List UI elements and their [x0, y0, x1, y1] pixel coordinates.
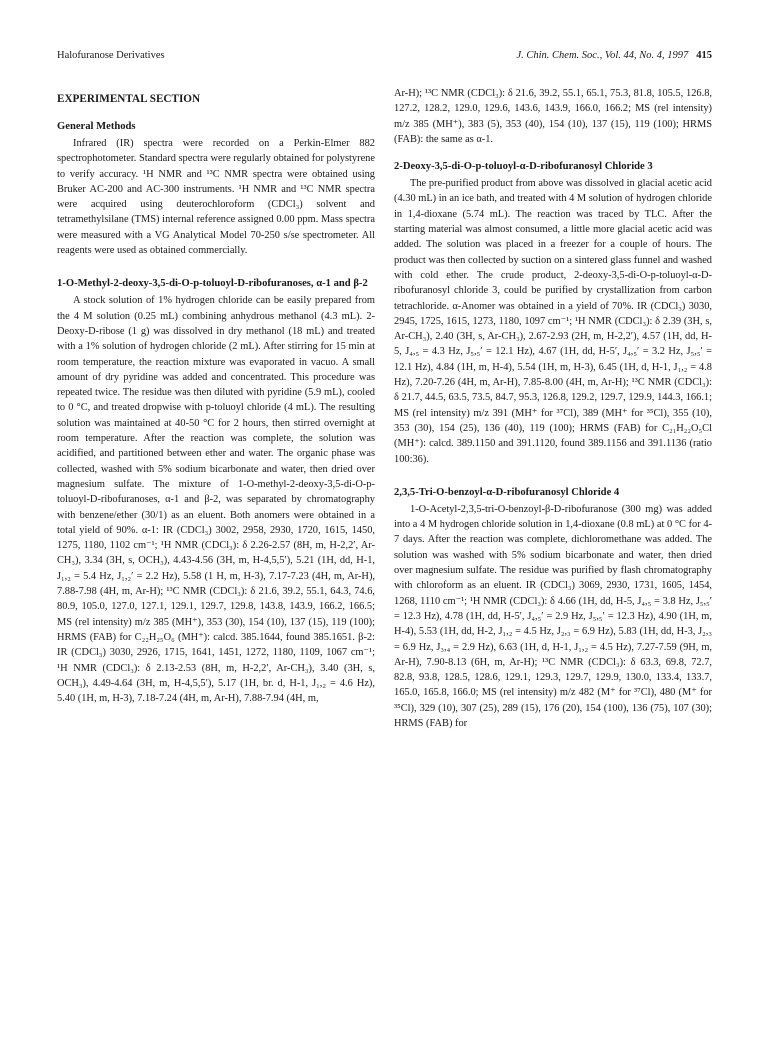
compound-3-heading: 2-Deoxy-3,5-di-O-p-toluoyl-α-D-ribofuranosyl Chloride 3 — [394, 161, 653, 173]
general-methods-heading: General Methods — [57, 121, 136, 132]
compound-3-paragraph: The pre-purified product from above was dissolved in glacial acetic acid (4.30 mL) in an ice bath, and treated with 4 M solution of hydrogen chloride in 1,4-dioxane (5.74 mL). The reaction was traced by TLC. After the starting material was almost consumed, a little more glacial acetic acid was added. The solution was placed in a freezer for a couple of hours. The product was then collected by suction on a sintered glass funnel and washed with cold ether. The crude product, 2-deoxy-3,5-di-O-p-toluoyl-α-D-ribofuranosyl chloride 3, could be purified by crystallization from carbon tetrachloride. α-Anomer was obtained in a yield of 70%. IR (CDCl₃) 3030, 2945, 1725, 1615, 1273, 1180, 1097 cm⁻¹; ¹H NMR (CDCl₃): δ 2.39 (3H, s, Ar-CH₃), 2.40 (3H, s, Ar-CH₃), 2.67-2.93 (2H, m, H-2,2′), 4.57 (1H, dd, H-5, J₄,₅ = 4.3 Hz, J₅,₅′ = 12.1 Hz), 4.67 (1H, dd, H-5′, J₄,₅′ = 3.2 Hz, J₅,₅′ = 12.1 Hz), 4.84 (1H, m, H-4), 5.54 (1H, m, H-3), 6.45 (1H, d, H-1, J₁,₂ = 4.8 Hz), 7.20-7.26 (4H, m, Ar-H), 7.85-8.00 (4H, m, Ar-H); ¹³C NMR (CDCl₃): δ 21.7, 44.5, 63.5, 73.5, 84.7, 95.3, 126.8, 129.2, 129.7, 129.9, 144.3, 166.1; MS (rel intensity) m/z 391 (MH⁺ for ³⁷Cl), 389 (MH⁺ for ³⁵Cl), 355 (10), 353 (30), 154 (25), 136 (40), 119 (100); HRMS (FAB) for C₂₁H₂₂O₅Cl (MH⁺): calcd. 389.1150 and 391.1120, found 389.1156 and 391.1136 (ratio 100:36). — [394, 178, 712, 465]
running-head — [57, 48, 712, 64]
compound-4-heading: 2,3,5-Tri-O-benzoyl-α-D-ribofuranosyl Chloride 4 — [394, 486, 620, 498]
continuation-paragraph: Ar-H); ¹³C NMR (CDCl₃): δ 21.6, 39.2, 55.1, 65.1, 75.3, 81.8, 105.5, 126.8, 127.2, 128.2, 129.0, 129.6, 143.6, 143.9, 166.0, 166.2; MS (rel intensity) m/z 385 (MH⁺), 383 (5), 353 (40), 154 (10), 137 (15), 119 (100); HRMS (FAB): the same as α-1. — [394, 88, 712, 145]
left-column — [57, 86, 375, 706]
compound-1-2-paragraph: A stock solution of 1% hydrogen chloride can be easily prepared from the 4 M solution (0.25 mL) combining anhydrous methanol (4.3 mL). 2-Deoxy-D-ribose (1 g) was dissolved in dry methanol (18 mL) and treated with a 1% solution of hydrogen chloride (2 mL). After stirring for 15 min at room temperature, the reaction mixture was evaporated in vacuo. A small amount of dry pyridine was added and concentrated. This procedure was repeated twice. The residue was then diluted with pyridine (5.9 mL), cooled to 0 °C, and treated dropwise with p-toluoyl chloride (4 mL). The resulting solution was maintained at 40-50 °C for 2 hours, then stirred overnight at room temperature. After the reaction was complete, the solution was acidified, and partitioned between ether and water. The organic phase was collected, washed with 5% sodium bicarbonate and water, then dried over magnesium sulfate. The mixture of 1-O-methyl-2-deoxy-3,5-di-O-p-toluoyl-D-ribofuranoses, α-1 and β-2, was separated by chromatography with benzene/ether (30/1) as an eluent. Both anomers were obtained in a total yield of 90%. α-1: IR (CDCl₃) 3002, 2958, 2930, 1720, 1615, 1450, 1275, 1180, 1102 cm⁻¹; ¹H NMR (CDCl₃): δ 2.26-2.57 (8H, m, H-2,2′, Ar-CH₃), 3.34 (3H, s, OCH₃), 4.43-4.56 (3H, m, H-4,5,5′), 5.21 (1H, dd, H-1, J₁,₂ = 5.4 Hz, J₁,₂′ = 2.2 Hz), 5.58 (1 H, m, H-3), 7.17-7.23 (4H, m, Ar-H), 7.88-7.98 (4H, m, Ar-H); ¹³C NMR (CDCl₃): δ 21.6, 39.2, 55.1, 64.3, 74.6, 80.9, 105.0, 127.0, 127.1, 129.1, 129.7, 129.8, 143.8, 143.9, 166.2, 166.5; MS (rel intensity) m/z 385 (MH⁺), 353 (30), 154 (10), 137 (15), 119 (100); HRMS (FAB) for C₂₂H₂₅O₆ (MH⁺): calcd. 385.1644, found 385.1651. β-2: IR (CDCl₃) 3030, 2926, 1715, 1641, 1451, 1272, 1180, 1109, 1067 cm⁻¹; ¹H NMR (CDCl₃): δ 2.13-2.53 (8H, m, H-2,2′, Ar-CH₃), 3.40 (3H, s, OCH₃), 4.49-4.64 (3H, m, H-4,5,5′), 5.17 (1H, br. d, H-1, J₁,₂ = 4.6 Hz), 5.40 (1H, m, H-3), 7.18-7.24 (4H, m, Ar-H), 7.88-7.94 (4H, m, — [57, 295, 375, 705]
running-head-journal — [516, 48, 712, 64]
compound-4-paragraph: 1-O-Acetyl-2,3,5-tri-O-benzoyl-β-D-ribofuranose (300 mg) was added into a 4 M hydrogen chloride solution in 1,4-dioxane (0.8 mL) at 0 °C for 4-7 days. After the reaction was complete, dichloromethane was added. The solution was washed with 5% sodium bicarbonate and water, then dried over magnesium sulfate. The residue was purified by flash chromatography with chloroform as an eluent. IR (CDCl₃) 3069, 2930, 1731, 1605, 1454, 1268, 1110 cm⁻¹; ¹H NMR (CDCl₃): δ 4.66 (1H, dd, H-5, J₄,₅ = 3.8 Hz, J₅,₅′ = 12.3 Hz), 4.78 (1H, dd, H-5′, J₄,₅′ = 2.9 Hz, J₅,₅′ = 12.3 Hz), 4.90 (1H, m, H-4), 5.53 (1H, dd, H-2, J₁,₂ = 4.5 Hz, J₂,₃ = 6.9 Hz), 5.83 (1H, dd, H-3, J₂,₃ = 6.9 Hz, J₃,₄ = 2.9 Hz), 6.63 (1H, d, H-1, J₁,₂ = 4.5 Hz), 7.27-7.59 (9H, m, Ar-H), 7.90-8.13 (6H, m, Ar-H); ¹³C NMR (CDCl₃): δ 63.3, 69.8, 72.7, 82.8, 93.8, 128.5, 128.6, 129.1, 129.3, 129.7, 129.9, 130.0, 133.4, 133.7, 165.0, 165.8, 166.0; MS (rel intensity) m/z 482 (M⁺ for ³⁷Cl), 480 (M⁺ for ³⁵Cl), 329 (10), 307 (25), 289 (15), 176 (20), 154 (100), 136 (75), 107 (30); HRMS (FAB) for — [394, 503, 712, 729]
general-methods-paragraph: Infrared (IR) spectra were recorded on a Perkin-Elmer 882 spectrophotometer. Standard spectra were regularly obtained for polystyrene to verify accuracy. ¹H NMR and ¹³C NMR spectra were obtained using Bruker AC-200 and AC-300 instruments. ¹H NMR and ¹³C NMR spectra were acquired using deuterochloroform (CDCl₃) solvent and tetramethylsilane (TMS) internal reference assigned 0.00 ppm. Mass spectra were measured with a VG Analytical Model 70-250 s/se spectrometer. All reagents were used as obtained commercially. — [57, 138, 375, 257]
right-column — [394, 86, 712, 731]
compound-1-2-heading: 1-O-Methyl-2-deoxy-3,5-di-O-p-toluoyl-D-ribofuranoses, α-1 and β-2 — [57, 278, 368, 290]
running-head-title: Halofuranose Derivatives — [57, 50, 165, 61]
journal-citation: J. Chin. Chem. Soc., Vol. 44, No. 4, 1997 — [516, 50, 689, 61]
page-number: 415 — [696, 50, 712, 61]
section-title: EXPERIMENTAL SECTION — [57, 93, 201, 105]
